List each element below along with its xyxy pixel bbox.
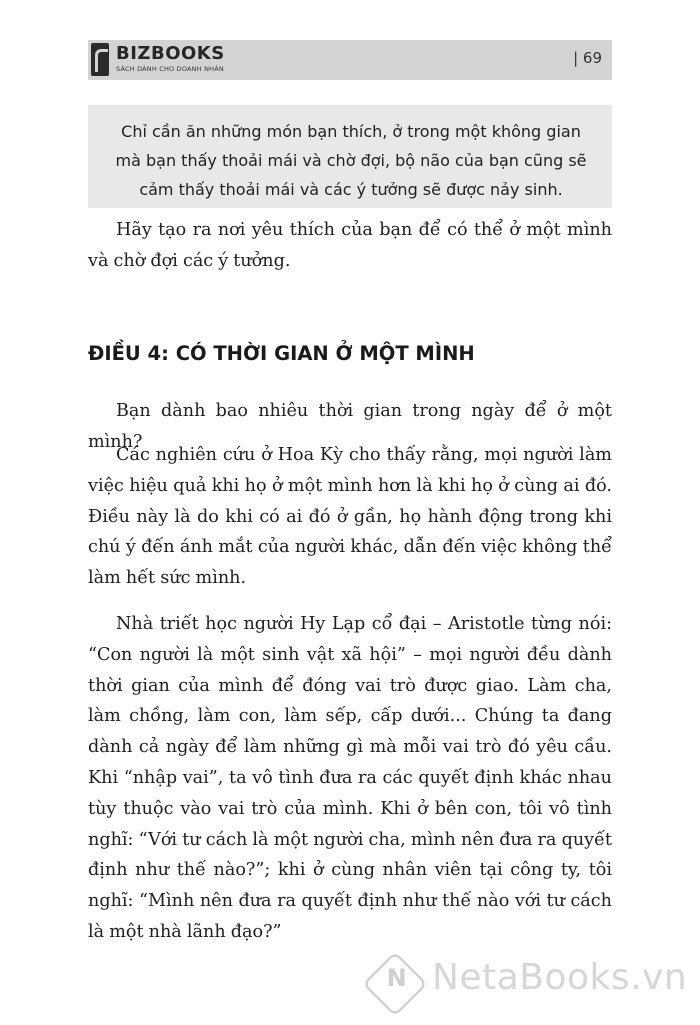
highlight-quote-box	[88, 105, 612, 208]
brand-name: BIZBOOKS	[116, 43, 225, 64]
section-heading: ĐIỀU 4: CÓ THỜI GIAN Ở MỘT MÌNH	[88, 342, 475, 365]
paragraph-1: Hãy tạo ra nơi yêu thích của bạn để có thể ở một mình và chờ đợi các ý tưởng.	[88, 220, 612, 271]
paragraph-3: Các nghiên cứu ở Hoa Kỳ cho thấy rằng, mọi người làm việc hiệu quả khi họ ở một mình hơn là khi họ ở cùng ai đó. Điều này là do khi có ai đó ở gần, họ hành động trong khi chú ý đến ánh mắt của người khác, dẫn đến việc không thể làm hết sức mình.	[88, 445, 612, 589]
page-number: | 69	[573, 49, 602, 67]
watermark-text: NetaBooks.vn	[432, 957, 688, 998]
bizbooks-logo-icon	[91, 43, 109, 76]
paragraph-2: Bạn dành bao nhiêu thời gian trong ngày để ở một mình?	[88, 401, 612, 452]
paragraph-4: Nhà triết học người Hy Lạp cổ đại – Aristotle từng nói: “Con người là một sinh vật xã hội” – mọi người đều dành thời gian của mình để đóng vai trò được giao. Làm cha, làm chồng, làm con, làm sếp, cấp dưới... Chúng ta đang dành cả ngày để làm những gì mà mỗi vai trò đó yêu cầu. Khi “nhập vai”, ta vô tình đưa ra các quyết định khác nhau tùy thuộc vào vai trò của mình. Khi ở bên con, tôi vô tình nghĩ: “Với tư cách là một người cha, mình nên đưa ra quyết định như thế nào?”; khi ở cùng nhân viên tại công ty, tôi nghĩ: “Mình nên đưa ra quyết định như thế nào với tư cách là một nhà lãnh đạo?”	[88, 614, 612, 942]
watermark-icon-letter: N	[386, 964, 407, 993]
netabooks-logo-icon	[362, 951, 428, 1017]
brand-tagline: SÁCH DÀNH CHO DOANH NHÂN	[116, 65, 224, 73]
highlight-quote: Chỉ cần ăn những món bạn thích, ở trong một không gian mà bạn thấy thoải mái và chờ đợi, bộ não của bạn cũng sẽ cảm thấy thoải mái và các ý tưởng sẽ được nảy sinh.	[115, 122, 587, 199]
page-header	[88, 40, 612, 80]
netabooks-watermark	[366, 955, 696, 1015]
